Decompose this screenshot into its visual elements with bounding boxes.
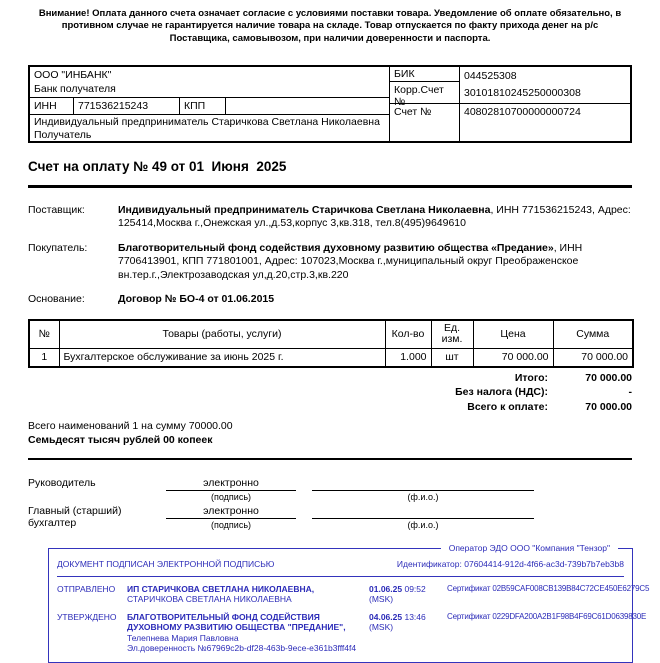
items-count-line: Всего наименований 1 на сумму 70000.00	[28, 419, 233, 432]
inn-kpp-row	[30, 98, 389, 115]
edo-operator-label: Оператор ЭДО ООО "Компания "Тензор"	[441, 543, 618, 554]
total-value: 70 000.00	[585, 400, 632, 413]
buyer-label: Покупатель:	[28, 241, 88, 254]
signature-caption: (подпись)	[210, 492, 252, 503]
basis-row	[28, 293, 632, 307]
corr-account-label: Корр.Счет №	[394, 84, 444, 109]
buyer-row	[28, 242, 632, 283]
item-unit: шт	[431, 349, 473, 367]
signatures-divider	[28, 458, 632, 461]
director-signature-row	[28, 477, 632, 502]
bank-requisites-right	[390, 67, 630, 141]
signatures-section	[28, 477, 632, 530]
col-unit: Ед. изм.	[431, 320, 473, 349]
director-label: Руководитель	[28, 477, 96, 490]
col-price: Цена	[473, 320, 553, 349]
total-value: 70 000.00	[585, 371, 632, 384]
account-row	[390, 104, 630, 141]
accountant-fio-line	[312, 505, 534, 519]
account-label: Счет №	[390, 104, 460, 141]
esign-party: ИП СТАРИЧКОВА СВЕТЛАНА НИКОЛАЕВНА, СТАРИЧКОВА СВЕТЛАНА НИКОЛАЕВНА	[127, 583, 315, 605]
summary-section	[28, 419, 632, 447]
esign-proxy-number: Эл.доверенность №67969c2b-df28-463b-9ece-e361b3fff4f4	[127, 643, 357, 654]
col-goods: Товары (работы, услуги)	[59, 320, 385, 349]
bik-value: 044525308	[464, 70, 517, 83]
recipient-name: Индивидуальный предприниматель Старичкова Светлана Николаевна	[34, 116, 380, 129]
col-qty: Кол-во	[385, 320, 431, 349]
esign-status: ОТПРАВЛЕНО	[57, 583, 116, 594]
esign-status: УТВЕРЖДЕНО	[57, 611, 117, 622]
recipient-caption: Получатель	[34, 128, 92, 141]
items-table	[28, 319, 634, 368]
items-header-row	[29, 320, 633, 349]
fio-caption: (ф.и.о.)	[407, 492, 439, 503]
item-price: 70 000.00	[473, 349, 553, 367]
esign-row-approved	[57, 611, 647, 654]
item-sum: 70 000.00	[553, 349, 633, 367]
supplier-details: Индивидуальный предприниматель Старичкова Светлана Николаевна, ИНН 771536215243, Адрес: 125414,Москва г.,Онежская ул.,д.53,корпус 3,кв.318, тел.8(495)9649610	[118, 203, 631, 230]
table-row	[29, 349, 633, 367]
total-row-to-pay	[28, 401, 632, 413]
esign-certificate: Сертификат 02B59CAF008CB139B84C72CE450E6279C5	[447, 583, 650, 593]
account-value: 40802810700000000724	[464, 106, 581, 119]
bank-requisites-left	[30, 67, 390, 141]
bank-name-cell	[30, 67, 389, 98]
supplier-label: Поставщик:	[28, 203, 85, 216]
director-signature-line: электронно	[166, 477, 296, 491]
col-number: №	[29, 320, 59, 349]
electronic-signature-block	[48, 543, 650, 663]
fio-caption: (ф.и.о.)	[407, 520, 439, 531]
invoice-title: Счет на оплату № 49 от 01 Июня 2025	[28, 159, 287, 175]
esign-signed-title: ДОКУМЕНТ ПОДПИСАН ЭЛЕКТРОННОЙ ПОДПИСЬЮ	[57, 559, 275, 570]
accountant-label: Главный (старший) бухгалтер	[28, 505, 122, 530]
inn-value: 771536215243	[74, 98, 180, 114]
corr-account-value: 30101810245250000308	[464, 87, 581, 100]
director-fio-line	[312, 477, 534, 491]
title-divider	[28, 185, 632, 188]
basis-value: Договор № БО-4 от 01.06.2015	[118, 293, 275, 306]
parties-section	[28, 204, 632, 307]
kpp-value	[226, 98, 389, 114]
esign-certificate: Сертификат 0229DFA200A2B1F98B4F69C61D0639830E	[447, 611, 647, 621]
esign-datetime: 01.06.25 09:52 (MSK)	[369, 583, 426, 605]
item-number: 1	[29, 349, 59, 367]
esign-party: БЛАГОТВОРИТЕЛЬНЫЙ ФОНД СОДЕЙСТВИЯ ДУХОВНОМУ РАЗВИТИЮ ОБЩЕСТВА "ПРЕДАНИЕ", Телепнева Мария Павловна Эл.доверенность №67969c2b-df28-463b-9ece-e361b3fff4f4	[127, 612, 361, 654]
inn-label: ИНН	[30, 98, 74, 114]
esign-datetime: 04.06.25 13:46 (MSK)	[369, 611, 426, 633]
bank-requisites-table	[28, 65, 632, 143]
buyer-details: Благотворительный фонд содействия духовному развитию общества «Предание», ИНН 7706413901, КПП 771801001, Адрес: 107023,Москва г.,муниципальный округ Преображенское вн.тер.г.,Электрозаводская ул,д.20,стр.3,кв.220	[118, 241, 583, 281]
total-row-nds	[28, 386, 632, 398]
kpp-label: КПП	[180, 98, 226, 114]
item-qty: 1.000	[385, 349, 431, 367]
bik-corr-rows	[390, 67, 630, 109]
totals-section	[28, 372, 632, 413]
total-label: Итого:	[514, 371, 548, 384]
total-row-itogo	[28, 372, 632, 384]
total-value: -	[628, 386, 632, 399]
total-label: Без налога (НДС):	[455, 386, 548, 399]
accountant-signature-row	[28, 505, 632, 530]
esign-identifier: Идентификатор: 07604414-912d-4f66-ac3d-739b7b7eb3b8	[396, 559, 624, 570]
esign-proxy-person: Телепнева Мария Павловна	[127, 632, 239, 643]
total-label: Всего к оплате:	[467, 400, 548, 413]
col-sum: Сумма	[553, 320, 633, 349]
signature-caption: (подпись)	[210, 520, 252, 531]
bank-name-caption: Банк получателя	[34, 83, 116, 96]
basis-label: Основание:	[28, 293, 85, 306]
recipient-cell	[30, 115, 389, 142]
esign-header	[57, 559, 624, 577]
amount-in-words: Семьдесят тысяч рублей 00 копеек	[28, 433, 213, 446]
supplier-row	[28, 204, 632, 231]
bank-name: ООО "ИНБАНК"	[34, 69, 112, 82]
bik-label: БИК	[390, 67, 459, 82]
accountant-signature-line: электронно	[166, 505, 296, 519]
payment-warning-text: Внимание! Оплата данного счета означает согласие с условиями поставки товара. Уведомление об оплате обязательно, в противном случае не гарантируется наличие товара на складе. Товар отпускается по факту прихода денег на р/с Поставщика, самовывозом, при наличии доверенности и паспорта.	[38, 8, 622, 44]
esign-row-sent	[57, 583, 650, 605]
item-description: Бухгалтерское обслуживание за июнь 2025 г.	[59, 349, 385, 367]
